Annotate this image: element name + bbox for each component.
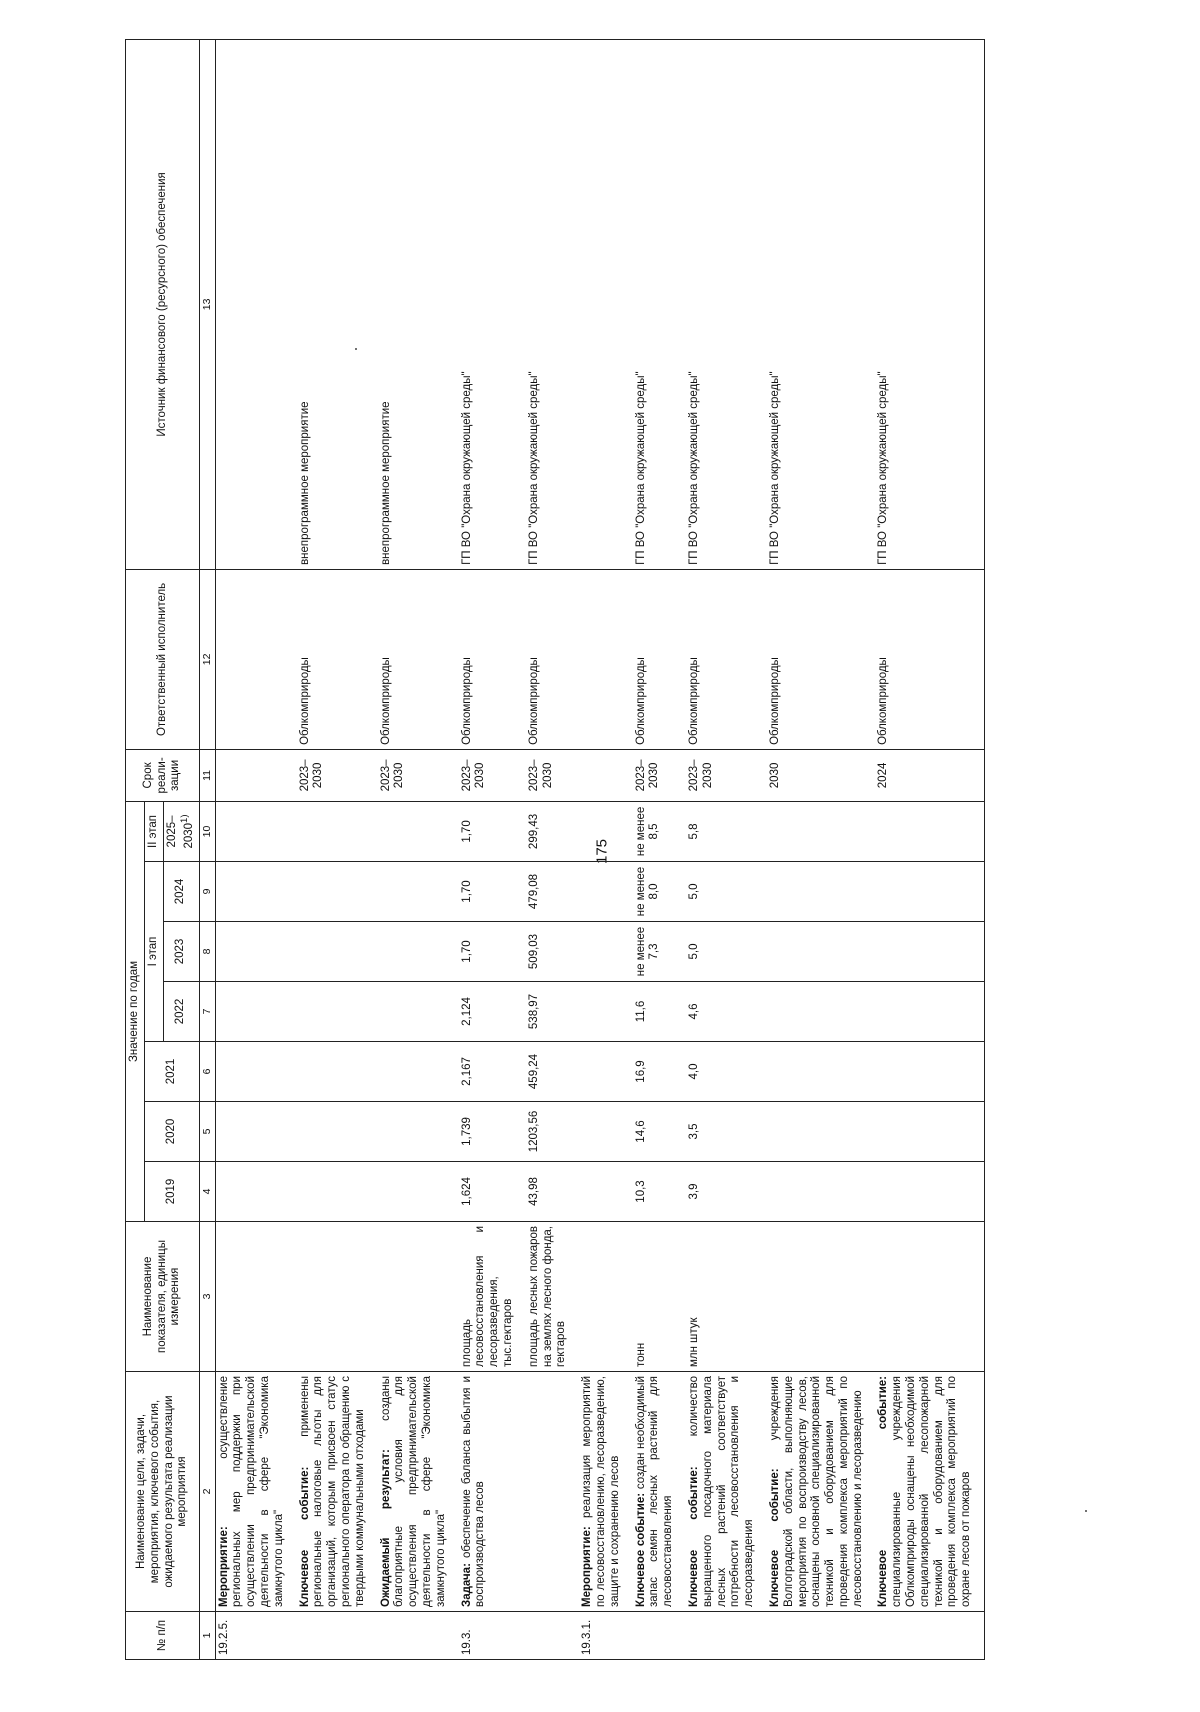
source-cell: внепрограммное мероприятие	[378, 39, 459, 569]
value-cell	[297, 801, 378, 861]
value-cell	[215, 862, 296, 922]
value-cell	[579, 982, 632, 1042]
row-description	[526, 1372, 579, 1612]
header-year-2020: 2020	[144, 1102, 199, 1162]
col-number: 1	[200, 1612, 216, 1660]
responsible-cell: Облкомприроды	[686, 569, 767, 749]
value-cell	[378, 1042, 459, 1102]
value-cell	[378, 1162, 459, 1222]
indicator-cell	[297, 1222, 378, 1372]
value-cell: 3,5	[686, 1102, 767, 1162]
row-number	[875, 1612, 984, 1660]
value-cell: 43,98	[526, 1162, 579, 1222]
value-cell: 299,43	[526, 801, 579, 861]
value-cell	[215, 922, 296, 982]
col-number: 12	[200, 569, 216, 749]
page-number: 175	[593, 838, 611, 865]
row-label: Мероприятие:	[581, 1526, 594, 1607]
source-cell: ГП ВО "Охрана окружающей среды"	[875, 39, 984, 569]
value-cell	[875, 1162, 984, 1222]
value-cell	[297, 862, 378, 922]
value-cell	[378, 862, 459, 922]
value-cell	[579, 862, 632, 922]
value-cell: 11,6	[633, 982, 686, 1042]
row-number	[686, 1612, 767, 1660]
source-cell: ГП ВО "Охрана окружающей среды"	[526, 39, 579, 569]
header-year-2024: 2024	[163, 862, 199, 922]
indicator-cell: площадь лесовосстановления и лесоразведения, тыс.гектаров	[459, 1222, 526, 1372]
header-source: Источник финансового (ресурсного) обеспечения	[126, 39, 200, 569]
responsible-cell: Облкомприроды	[633, 569, 686, 749]
value-cell: 3,9	[686, 1162, 767, 1222]
value-cell: не менее 8,0	[633, 862, 686, 922]
value-cell: 1,624	[459, 1162, 526, 1222]
row-number	[767, 1612, 876, 1660]
header-values: Значение по годам	[126, 801, 145, 1221]
row-text: осуществление региональных мер поддержки при осуществлении предпринимательской деятельности в сфере "Экономика замкнутого цикла"	[217, 1376, 285, 1607]
col-number: 8	[200, 922, 216, 982]
value-cell: 4,0	[686, 1042, 767, 1102]
value-cell	[767, 801, 876, 861]
indicator-cell	[215, 1222, 296, 1372]
value-cell: 16,9	[633, 1042, 686, 1102]
row-label: Задача:	[460, 1563, 473, 1607]
source-cell: ГП ВО "Охрана окружающей среды"	[633, 39, 686, 569]
table-row	[297, 39, 378, 1659]
value-cell	[875, 1102, 984, 1162]
value-cell	[215, 1102, 296, 1162]
col-number: 7	[200, 982, 216, 1042]
value-cell	[215, 982, 296, 1042]
responsible-cell: Облкомприроды	[767, 569, 876, 749]
source-cell: ГП ВО "Охрана окружающей среды"	[459, 39, 526, 569]
value-cell: 459,24	[526, 1042, 579, 1102]
table-row	[215, 39, 296, 1659]
table-row	[875, 39, 984, 1659]
row-text: количество выращенного посадочного материала лесных растений соответствует потребности лесовосстановления и лесоразведения	[687, 1376, 756, 1607]
source-cell: ГП ВО "Охрана окружающей среды"	[767, 39, 876, 569]
col-number: 10	[200, 801, 216, 861]
row-number: 19.3.	[459, 1612, 526, 1660]
row-description	[633, 1372, 686, 1612]
row-number	[633, 1612, 686, 1660]
value-cell: 5,8	[686, 801, 767, 861]
value-cell	[767, 1042, 876, 1102]
value-cell: 1,739	[459, 1102, 526, 1162]
table-header	[126, 39, 216, 1659]
term-cell	[579, 749, 632, 801]
value-cell	[378, 982, 459, 1042]
value-cell	[767, 982, 876, 1042]
value-cell	[875, 862, 984, 922]
source-cell	[579, 39, 632, 569]
row-description	[459, 1372, 526, 1612]
value-cell	[297, 922, 378, 982]
table-row	[459, 39, 526, 1659]
value-cell	[579, 801, 632, 861]
term-cell: 2023–2030	[378, 749, 459, 801]
value-cell: 10,3	[633, 1162, 686, 1222]
col-number: 9	[200, 862, 216, 922]
value-cell	[875, 801, 984, 861]
table-row	[579, 39, 632, 1659]
row-text: реализация мероприятий по лесовосстановлению, лесоразведению, защите и сохранению лесов	[581, 1376, 621, 1607]
col-number: 3	[200, 1222, 216, 1372]
row-text: специализированные учреждения Облкомприроды оснащены необходимой специализированной лесопожарной техникой и оборудованием для проведения комплекса мероприятий по охране лесов от пожаров	[891, 1376, 973, 1607]
row-number	[526, 1612, 579, 1660]
table-row	[686, 39, 767, 1659]
responsible-cell: Облкомприроды	[297, 569, 378, 749]
row-number: 19.2.5.	[215, 1612, 296, 1660]
value-cell	[579, 1162, 632, 1222]
term-cell: 2030	[767, 749, 876, 801]
value-cell: 1,70	[459, 862, 526, 922]
value-cell	[297, 1162, 378, 1222]
col-number: 5	[200, 1102, 216, 1162]
col-number: 2	[200, 1372, 216, 1612]
table-row	[526, 39, 579, 1659]
value-cell	[378, 1102, 459, 1162]
value-cell	[378, 801, 459, 861]
value-cell	[875, 922, 984, 982]
value-cell: не менее 7,3	[633, 922, 686, 982]
header-year-2021: 2021	[144, 1042, 199, 1102]
indicator-cell: площадь лесных пожаров на землях лесного фонда, гектаров	[526, 1222, 579, 1372]
indicator-cell	[579, 1222, 632, 1372]
value-cell: 5,0	[686, 922, 767, 982]
header-term: Срок реали-зации	[126, 749, 200, 801]
responsible-cell: Облкомприроды	[526, 569, 579, 749]
column-numbers	[200, 39, 216, 1659]
value-cell	[767, 862, 876, 922]
col-number: 6	[200, 1042, 216, 1102]
source-cell: ГП ВО "Охрана окружающей среды"	[686, 39, 767, 569]
term-cell	[215, 749, 296, 801]
indicator-cell	[378, 1222, 459, 1372]
value-cell: 2,167	[459, 1042, 526, 1102]
value-cell: 4,6	[686, 982, 767, 1042]
row-text: созданы благоприятные условия для осуществления предпринимательской деятельности в сфере "Экономика замкнутого цикла"	[379, 1376, 447, 1607]
value-cell: 1,70	[459, 801, 526, 861]
responsible-cell: Облкомприроды	[875, 569, 984, 749]
row-description	[686, 1372, 767, 1612]
header-year-2019: 2019	[144, 1162, 199, 1222]
row-text: обеспечение баланса выбытия и воспроизводства лесов	[460, 1376, 487, 1607]
table-row	[378, 39, 459, 1659]
row-label: Ключевое событие:	[687, 1466, 700, 1607]
responsible-cell: Облкомприроды	[459, 569, 526, 749]
value-cell	[579, 1042, 632, 1102]
value-cell	[297, 982, 378, 1042]
term-cell: 2024	[875, 749, 984, 801]
table-row	[633, 39, 686, 1659]
row-number: 19.3.1.	[579, 1612, 632, 1660]
row-label: Ключевое событие:	[634, 1492, 647, 1607]
row-label: Ключевое событие:	[877, 1376, 890, 1607]
row-number	[378, 1612, 459, 1660]
header-resp: Ответственный исполнитель	[126, 569, 200, 749]
row-label: Ожидаемый результат:	[379, 1449, 392, 1607]
value-cell	[767, 1162, 876, 1222]
value-cell	[767, 922, 876, 982]
indicator-cell	[875, 1222, 984, 1372]
value-cell	[215, 801, 296, 861]
header-year-2023: 2023	[163, 922, 199, 982]
value-cell	[579, 922, 632, 982]
value-cell	[297, 1042, 378, 1102]
responsible-cell: Облкомприроды	[378, 569, 459, 749]
value-cell: не менее 8,5	[633, 801, 686, 861]
table-row	[767, 39, 876, 1659]
col-number: 13	[200, 39, 216, 569]
header-name: Наименование цели, задачи, мероприятия, ключевого события, ожидаемого результата реализации мероприятия	[126, 1372, 200, 1612]
row-label: Мероприятие:	[217, 1526, 230, 1607]
value-cell: 1,70	[459, 922, 526, 982]
term-cell: 2023–2030	[526, 749, 579, 801]
value-cell	[579, 1102, 632, 1162]
value-cell: 479,08	[526, 862, 579, 922]
value-cell	[767, 1102, 876, 1162]
row-description	[378, 1372, 459, 1612]
col-number: 4	[200, 1162, 216, 1222]
value-cell	[875, 982, 984, 1042]
term-cell: 2023–2030	[686, 749, 767, 801]
value-cell: 538,97	[526, 982, 579, 1042]
value-cell	[297, 1102, 378, 1162]
value-cell	[875, 1042, 984, 1102]
row-description	[215, 1372, 296, 1612]
header-stage-2: II этап	[144, 801, 163, 861]
value-cell: 14,6	[633, 1102, 686, 1162]
table-body	[215, 39, 984, 1659]
row-description	[297, 1372, 378, 1612]
value-cell: 5,0	[686, 862, 767, 922]
value-cell: 509,03	[526, 922, 579, 982]
value-cell	[378, 922, 459, 982]
indicator-cell	[767, 1222, 876, 1372]
row-description	[875, 1372, 984, 1612]
row-number	[297, 1612, 378, 1660]
term-cell: 2023–2030	[459, 749, 526, 801]
header-indicator: Наименование показателя, единицы измерения	[126, 1222, 200, 1372]
row-description	[767, 1372, 876, 1612]
row-label: Ключевое событие:	[298, 1466, 311, 1607]
indicator-cell: млн штук	[686, 1222, 767, 1372]
header-year-2025-2030: 2025–2030$^{1)}$	[163, 801, 199, 861]
row-text: создан необходимый запас семян лесных растений для лесовосстановления	[634, 1376, 675, 1607]
rotated-page	[125, 20, 1200, 1660]
value-cell	[215, 1162, 296, 1222]
header-year-2022: 2022	[163, 982, 199, 1042]
row-text: учреждения Волгоградской области, выполняющие мероприятия по воспроизводству лесов, оснащены основной специализированной техникой и оборудованием для проведения комплекса мероприятий по лесовосстановлению и лесоразведению	[768, 1376, 864, 1607]
indicator-cell: тонн	[633, 1222, 686, 1372]
header-num: № п/п	[126, 1612, 200, 1660]
responsible-cell	[215, 569, 296, 749]
program-table	[125, 39, 985, 1660]
col-number: 11	[200, 749, 216, 801]
term-cell: 2023–2030	[633, 749, 686, 801]
header-stage-1: I этап	[144, 862, 163, 1042]
source-cell	[215, 39, 296, 569]
source-cell: внепрограммное мероприятие	[297, 39, 378, 569]
value-cell: 2,124	[459, 982, 526, 1042]
row-label: Ключевое событие:	[768, 1468, 781, 1607]
value-cell	[215, 1042, 296, 1102]
row-description	[579, 1372, 632, 1612]
value-cell: 1203,56	[526, 1102, 579, 1162]
row-text: применены региональные налоговые льготы для организаций, которым присвоен статус регионального оператора по обращению с твердыми коммунальными отходами	[298, 1376, 366, 1607]
term-cell: 2023–2030	[297, 749, 378, 801]
responsible-cell	[579, 569, 632, 749]
